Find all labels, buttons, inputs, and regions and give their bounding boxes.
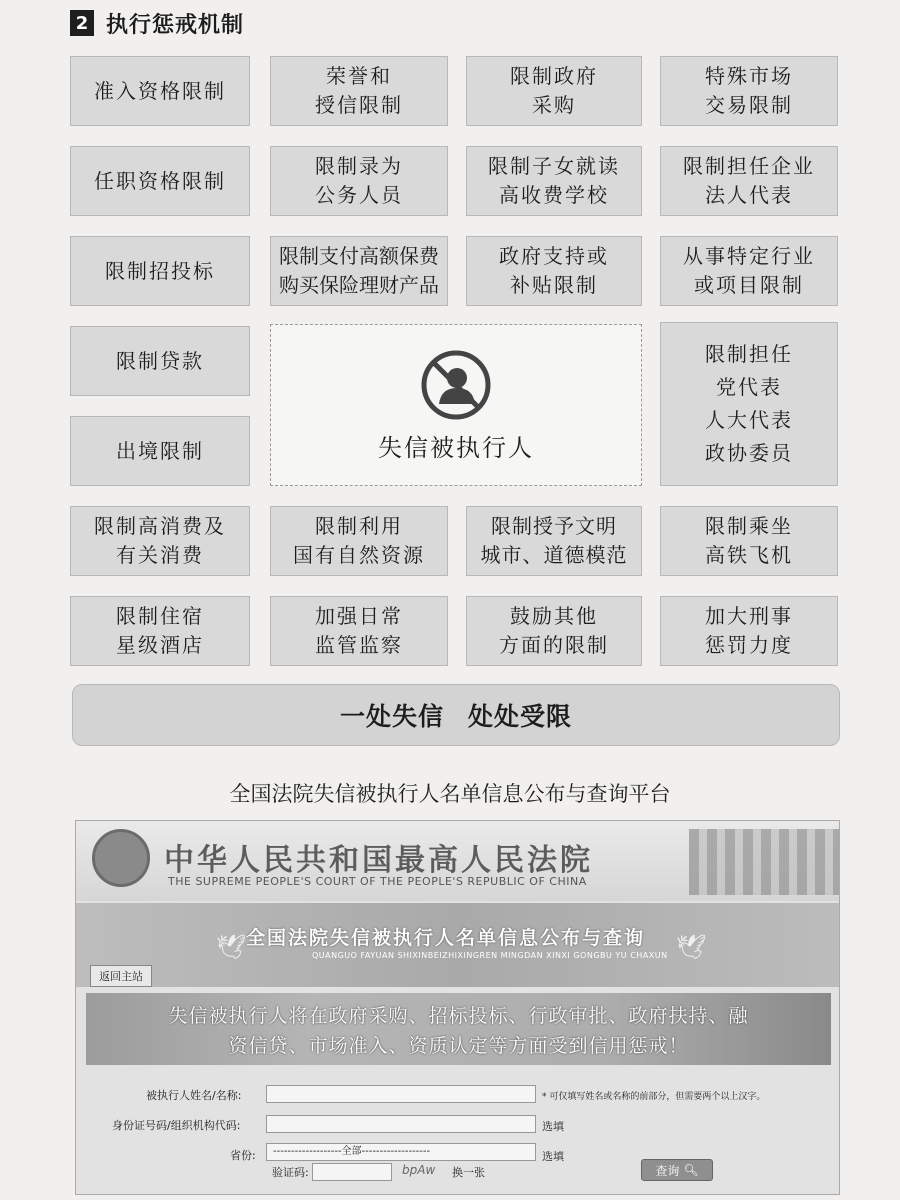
center-label: 失信被执行人 [378,433,534,462]
warning-banner [86,993,831,1065]
measure-box [70,326,250,396]
banner-pinyin: QUANGUO FAYUAN SHIXINBEIZHIXINGREN MINGDAN XINXI GONGBU YU CHAXUN [312,951,668,960]
name-hint: * 可仅填写姓名或名称的前部分，但需要两个以上汉字。 [542,1092,766,1102]
section-number: 2 [70,10,94,36]
slogan-banner [72,684,840,746]
measure-box [466,596,642,666]
measure-line: 限制子女就读 [488,154,620,178]
measure-line: 荣誉和 [326,64,392,88]
measure-box [466,56,642,126]
measure-line: 限制政府 [510,64,598,88]
warning-line-2: 资信贷、市场准入、资质认定等方面受到信用惩戒！ [228,1035,689,1057]
court-name: 中华人民共和国最高人民法院 [164,843,593,878]
refresh-captcha-link[interactable]: 换一张 [452,1166,485,1179]
captcha-input[interactable] [312,1163,392,1181]
measure-line: 惩罚力度 [705,633,793,657]
captcha-label: 验证码: [272,1166,309,1179]
measure-line: 鼓励其他 [510,604,598,628]
measure-line: 城市、道德模范 [480,543,628,567]
measure-box [466,236,642,306]
measure-line: 党代表 [716,375,782,399]
name-label: 被执行人姓名/名称: [146,1089,242,1102]
national-emblem-icon [92,829,150,887]
measure-box [70,236,250,306]
measure-line: 高铁飞机 [705,543,793,567]
search-button-label: 查询 [655,1163,680,1178]
measure-box [660,322,838,486]
measure-line: 国有自然资源 [293,543,425,567]
measure-line: 方面的限制 [499,633,609,657]
measure-line: 采购 [532,93,576,117]
measure-box [660,146,838,216]
measure-line: 限制贷款 [116,348,204,373]
court-name-en: THE SUPREME PEOPLE'S COURT OF THE PEOPLE'S REPUBLIC OF CHINA [168,875,587,888]
measure-line: 限制录为 [315,154,403,178]
measure-line: 限制招投标 [105,258,215,283]
measure-line: 加强日常 [315,604,403,628]
dove-icon: 🕊 [676,933,707,961]
measure-line: 政协委员 [705,441,793,465]
measure-line: 或项目限制 [694,273,804,297]
name-input[interactable] [266,1085,536,1103]
province-hint: 选填 [542,1150,564,1163]
platform-banner [76,903,839,987]
measure-box [466,506,642,576]
search-button[interactable] [641,1159,713,1181]
measure-line: 限制高消费及 [94,514,226,538]
measure-box [70,596,250,666]
measure-line: 从事特定行业 [683,244,815,268]
measure-line: 限制利用 [315,514,403,538]
measure-line: 限制担任 [705,342,793,366]
measure-box [70,506,250,576]
id-hint: 选填 [542,1120,564,1133]
measure-line: 限制乘坐 [705,514,793,538]
measure-line: 高收费学校 [499,183,609,207]
measure-line: 补贴限制 [510,273,598,297]
measure-box [660,506,838,576]
measure-line: 法人代表 [705,183,793,207]
measure-box [270,236,448,306]
platform-title: 全国法院失信被执行人名单信息公布与查询平台 [229,782,671,806]
search-icon: 🔍︎ [683,1163,699,1177]
measure-line: 加大刑事 [705,604,793,628]
measure-box [70,416,250,486]
measure-box [660,56,838,126]
court-header [76,821,839,901]
province-select[interactable]: -------------------全部------------------- [266,1143,536,1161]
slogan-part1: 一处失信 [339,702,444,731]
measure-line: 出境限制 [116,438,204,463]
measure-box [466,146,642,216]
dove-icon: 🕊 [216,933,247,961]
center-box [270,324,642,486]
measure-line: 任职资格限制 [94,168,226,193]
measure-line: 购买保险理财产品 [279,273,439,297]
measure-box [70,146,250,216]
measure-line: 公务人员 [315,183,403,207]
province-label: 省份: [230,1149,256,1162]
captcha-image: bpAw [402,1163,436,1177]
measure-line: 特殊市场 [705,64,793,88]
measure-line: 交易限制 [705,93,793,117]
banner-title: 全国法院失信被执行人名单信息公布与查询 [246,927,646,949]
measure-line: 限制住宿 [116,604,204,628]
return-home-button[interactable]: 返回主站 [90,965,152,987]
measure-box [660,596,838,666]
measure-box [270,596,448,666]
warning-line-1: 失信被执行人将在政府采购、招标投标、行政审批、政府扶持、融 [168,1005,749,1027]
measure-box [660,236,838,306]
measure-line: 准入资格限制 [94,78,226,103]
measure-line: 政府支持或 [499,244,609,268]
id-input[interactable] [266,1115,536,1133]
slogan-part2: 处处受限 [468,702,573,731]
tiananmen-gate-icon [689,829,839,895]
measure-line: 监管监察 [315,633,403,657]
measure-box [270,56,448,126]
measure-line: 人大代表 [705,408,793,432]
section-title: 执行惩戒机制 [106,12,245,38]
measure-line: 限制担任企业 [683,154,815,178]
id-label: 身份证号码/组织机构代码: [112,1119,241,1132]
section-header [70,8,244,38]
measure-line: 限制授予文明 [491,514,617,538]
measure-line: 授信限制 [315,93,403,117]
measure-box [70,56,250,126]
measure-box [270,506,448,576]
measure-box [270,146,448,216]
website-screenshot [75,820,840,1195]
measure-line: 限制支付高额保费 [279,244,439,268]
measure-line: 星级酒店 [116,633,204,657]
measure-line: 有关消费 [116,543,204,567]
no-person-icon [419,348,493,422]
